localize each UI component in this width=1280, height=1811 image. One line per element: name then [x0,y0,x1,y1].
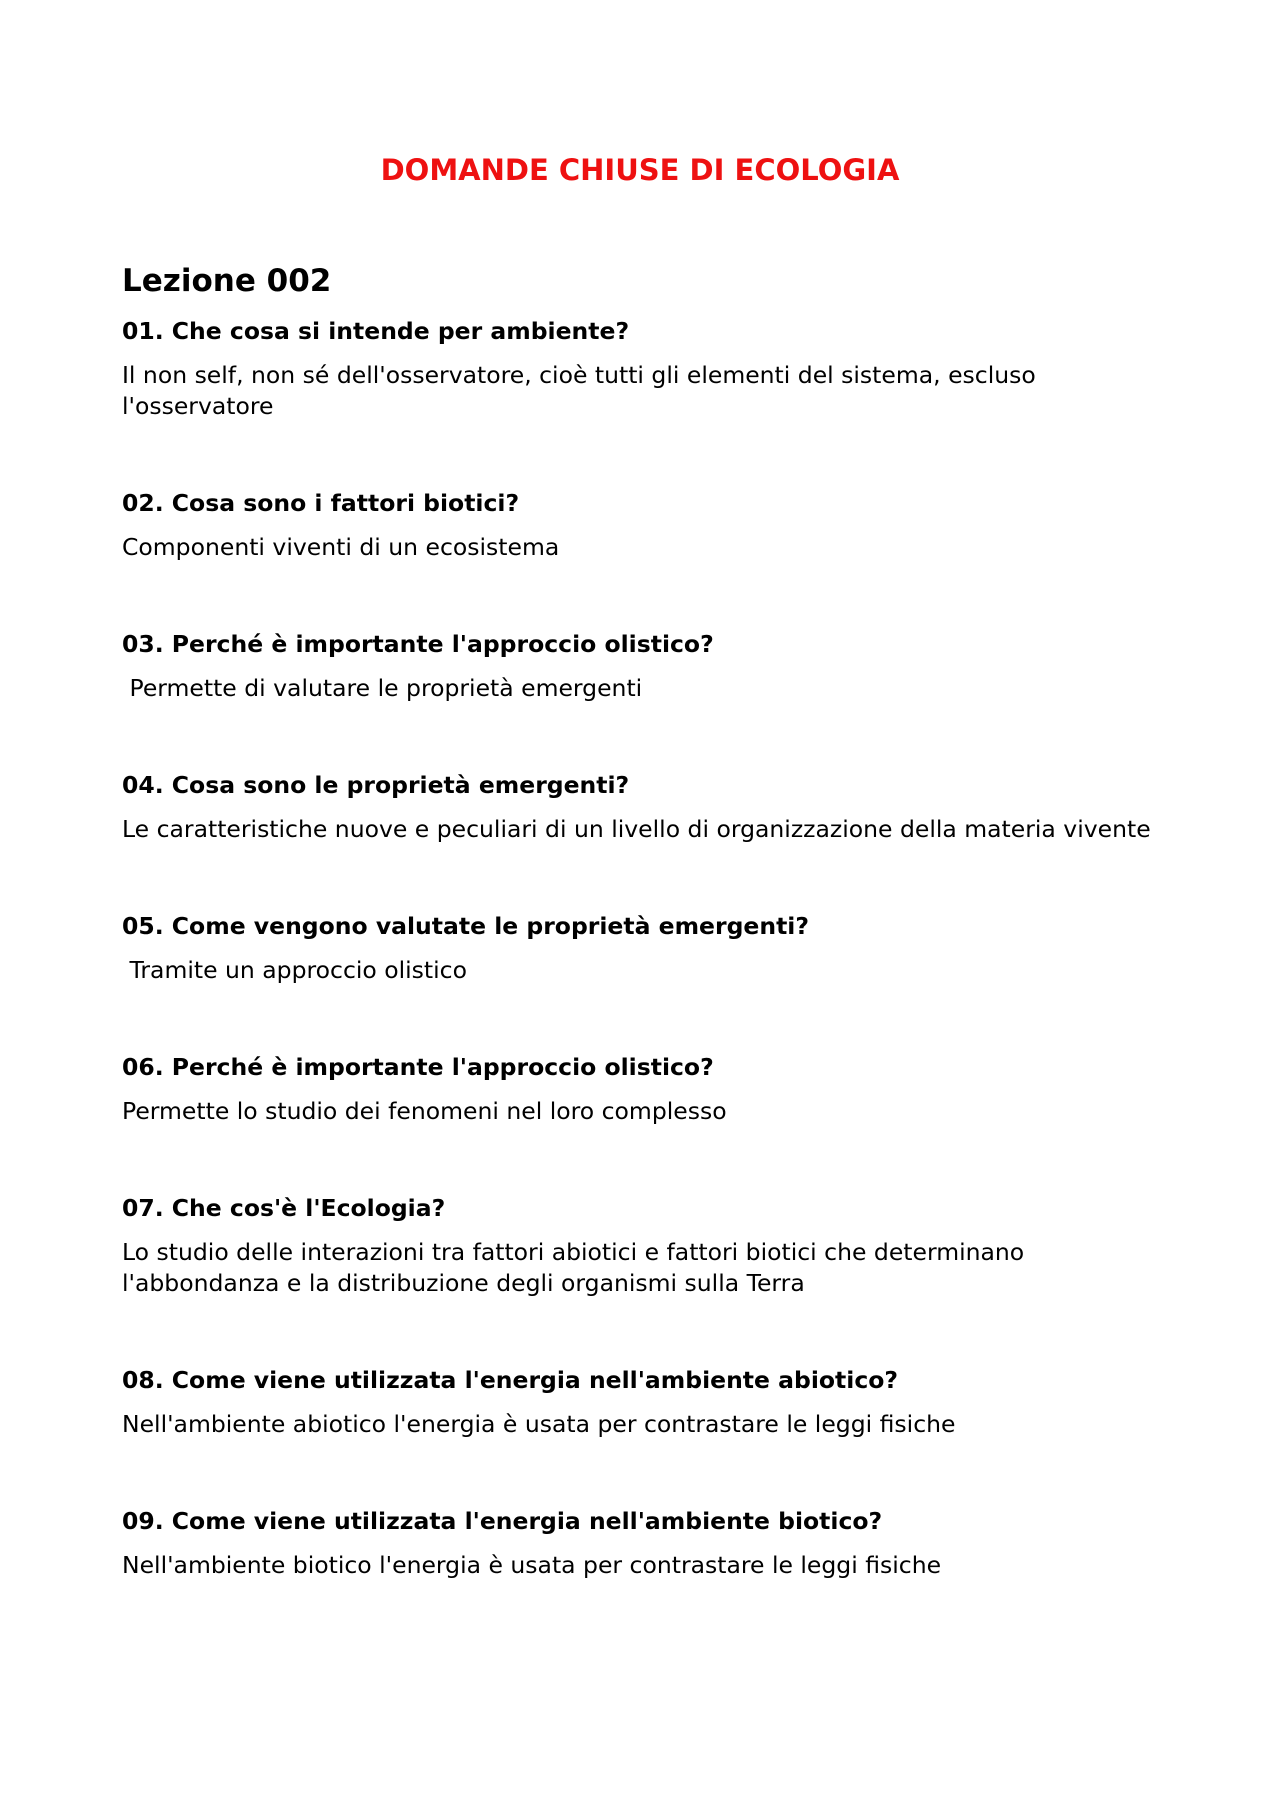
lesson-heading: Lezione 002 [122,263,332,299]
qa-list [122,314,1162,1645]
answer-04: Le caratteristiche nuove e peculiari di un livello di organizzazione della materia vivente [122,815,1151,843]
qa-item-02 [122,486,1162,563]
question-01: 01. Che cosa si intende per ambiente? [122,317,630,345]
question-04: 04. Cosa sono le proprietà emergenti? [122,771,630,799]
qa-item-01 [122,314,1162,422]
qa-item-05 [122,909,1162,986]
answer-01: Il non self, non sé dell'osservatore, cioè tutti gli elementi del sistema, escluso l'osservatore [122,361,1044,420]
question-07: 07. Che cos'è l'Ecologia? [122,1194,446,1222]
question-06: 06. Perché è importante l'approccio olistico? [122,1053,714,1081]
qa-item-09 [122,1504,1162,1581]
qa-item-03 [122,627,1162,704]
document-title: DOMANDE CHIUSE DI ECOLOGIA [380,153,900,187]
qa-item-06 [122,1050,1162,1127]
question-03: 03. Perché è importante l'approccio olistico? [122,630,714,658]
question-08: 08. Come viene utilizzata l'energia nell'ambiente abiotico? [122,1366,899,1394]
qa-item-04 [122,768,1162,845]
question-09: 09. Come viene utilizzata l'energia nell'ambiente biotico? [122,1507,883,1535]
answer-06: Permette lo studio dei fenomeni nel loro complesso [122,1097,727,1125]
answer-03: Permette di valutare le proprietà emergenti [122,674,643,702]
answer-02: Componenti viventi di un ecosistema [122,533,560,561]
answer-09: Nell'ambiente biotico l'energia è usata per contrastare le leggi fisiche [122,1551,942,1579]
question-05: 05. Come vengono valutate le proprietà emergenti? [122,912,809,940]
answer-05: Tramite un approccio olistico [122,956,467,984]
answer-08: Nell'ambiente abiotico l'energia è usata per contrastare le leggi fisiche [122,1410,956,1438]
qa-item-07 [122,1191,1162,1299]
question-02: 02. Cosa sono i fattori biotici? [122,489,520,517]
qa-item-08 [122,1363,1162,1440]
answer-07: Lo studio delle interazioni tra fattori abiotici e fattori biotici che determinano l'abbondanza e la distribuzione degli organismi sulla Terra [122,1238,1032,1297]
